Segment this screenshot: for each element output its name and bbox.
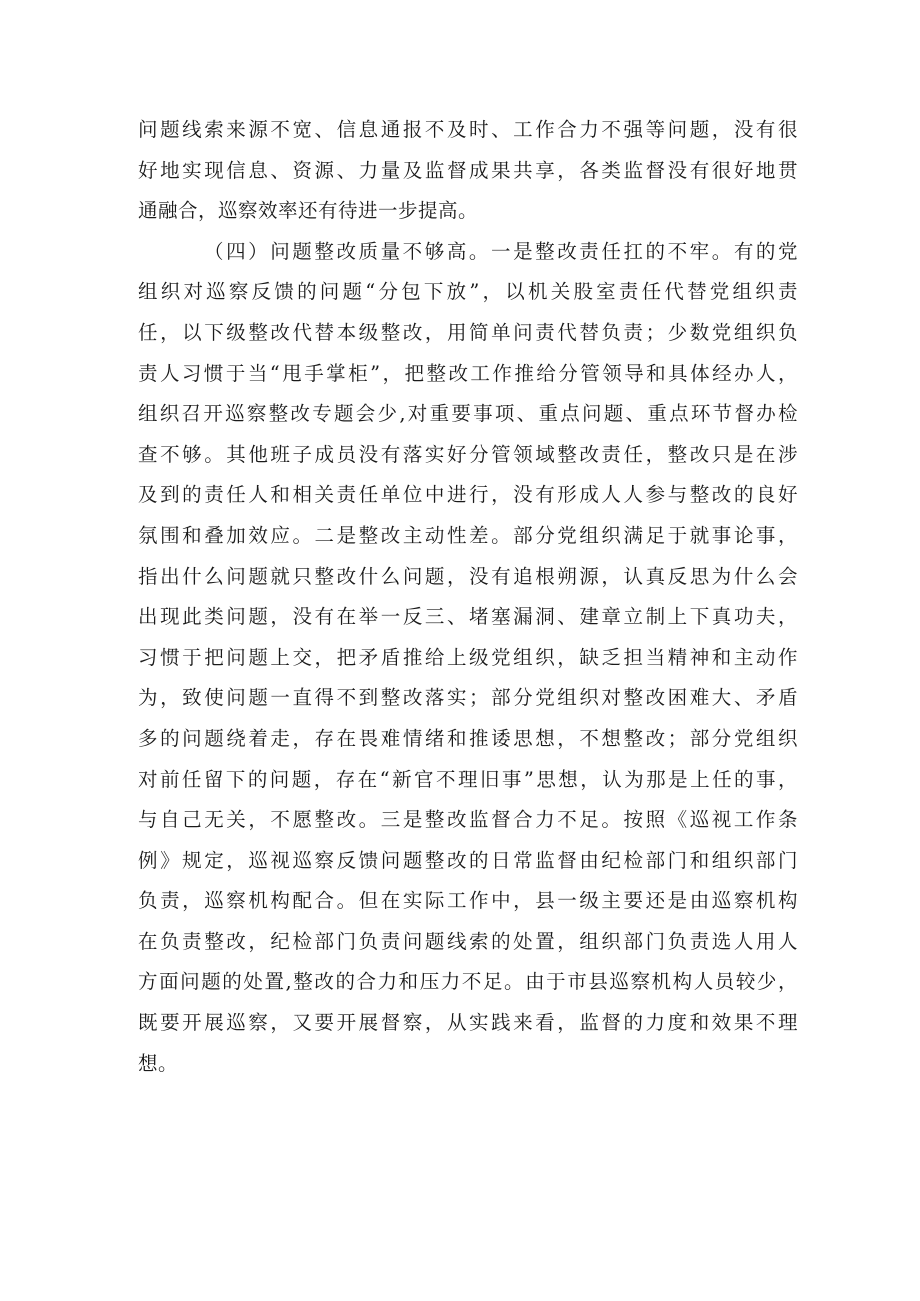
text-line: 负责，巡察机构配合。但在实际工作中，县一级主要还是由巡察机构 [138,889,798,913]
text-line: 为，致使问题一直得不到整改落实；部分党组织对整改困难大、矛盾 [138,686,798,710]
text-line: 既要开展巡察，又要开展督察，从实践来看，监督的力度和效果不理 [138,1011,798,1035]
text-line: 通融合，巡察效率还有待进一步提高。 [138,199,479,223]
text-line: 好地实现信息、资源、力量及监督成果共享，各类监督没有很好地贯 [138,158,798,182]
text-line: 在负责整改，纪检部门负责问题线索的处置，组织部门负责选人用人 [138,929,798,953]
text-line: 对前任留下的问题，存在“新官不理旧事”思想，认为那是上任的事， [138,767,798,791]
text-line: 方面问题的处置,整改的合力和压力不足。由于市县巡察机构人员较少， [138,970,798,994]
text-line: （四）问题整改质量不够高。一是整改责任扛的不牢。有的党 [204,239,798,263]
text-line: 与自己无关，不愿整改。三是整改监督合力不足。按照《巡视工作条 [138,808,798,832]
text-line: 组织召开巡察整改专题会少,对重要事项、重点问题、重点环节督办检 [138,402,798,426]
document-body [138,110,798,1084]
paragraph-1 [138,110,798,232]
text-line: 责人习惯于当“甩手掌柜”，把整改工作推给分管领导和具体经办人， [138,361,798,385]
text-line: 及到的责任人和相关责任单位中进行，没有形成人人参与整改的良好 [138,483,798,507]
text-line: 组织对巡察反馈的问题“分包下放”，以机关股室责任代替党组织责 [138,280,798,304]
text-line: 指出什么问题就只整改什么问题，没有追根朔源，认真反思为什么会 [138,564,798,588]
text-line: 多的问题绕着走，存在畏难情绪和推诿思想，不想整改；部分党组织 [138,726,798,750]
text-line: 氛围和叠加效应。二是整改主动性差。部分党组织满足于就事论事， [138,523,798,547]
text-line: 问题线索来源不宽、信息通报不及时、工作合力不强等问题，没有很 [138,118,798,141]
paragraph-2 [138,232,798,1084]
text-line: 例》规定，巡视巡察反馈问题整改的日常监督由纪检部门和组织部门 [138,848,798,872]
text-line: 想。 [138,1051,179,1075]
text-line: 查不够。其他班子成员没有落实好分管领域整改责任，整改只是在涉 [138,442,798,466]
text-line: 习惯于把问题上交，把矛盾推给上级党组织，缺乏担当精神和主动作 [138,645,798,669]
text-line: 出现此类问题，没有在举一反三、堵塞漏洞、建章立制上下真功夫， [138,605,798,629]
text-line: 任，以下级整改代替本级整改，用简单问责代替负责；少数党组织负 [138,320,798,344]
